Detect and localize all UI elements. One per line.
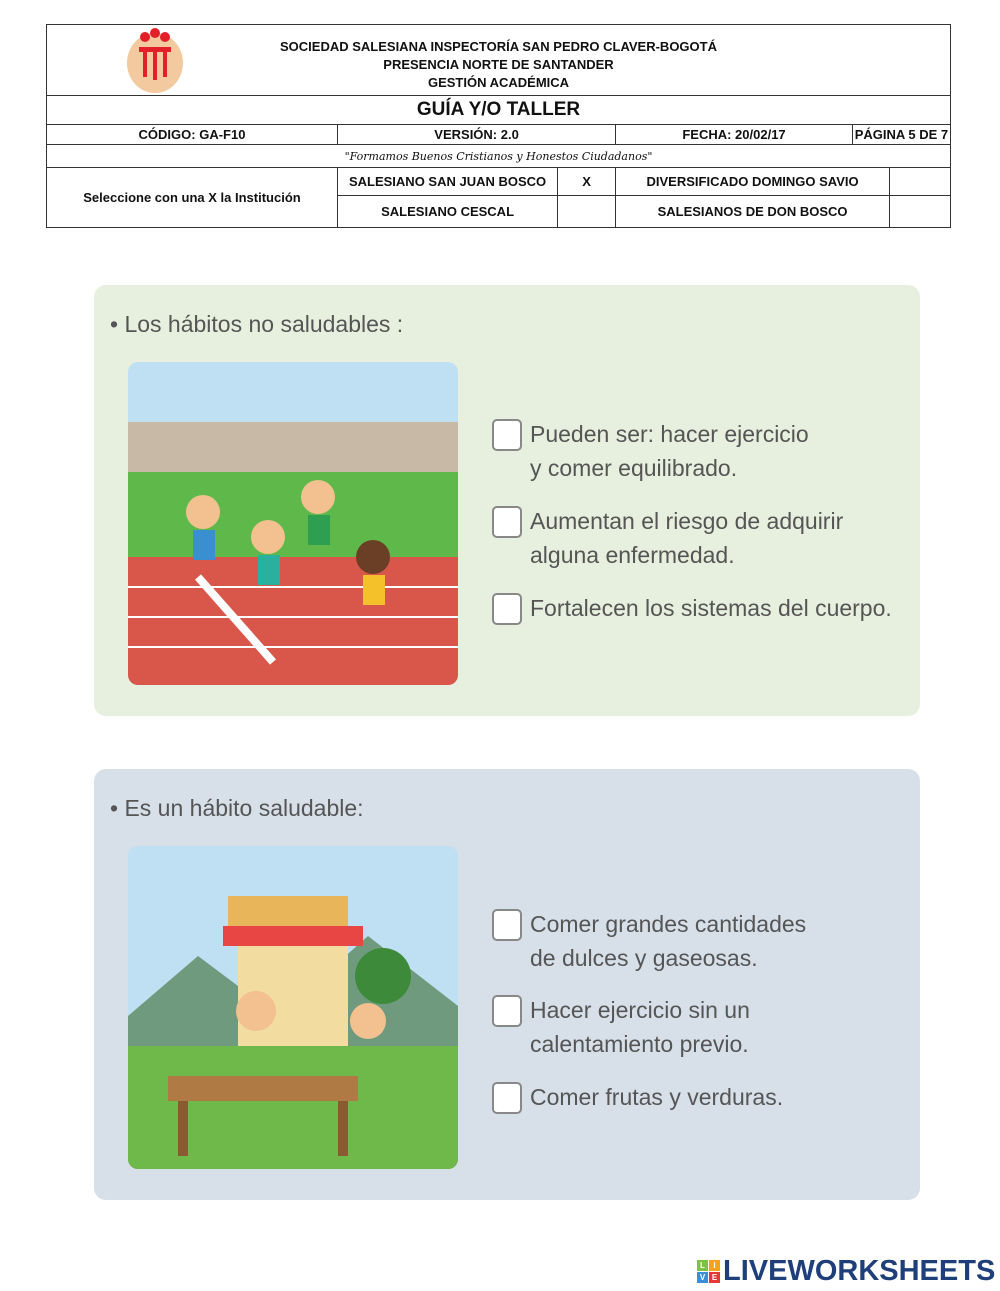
- checkbox[interactable]: [492, 1082, 522, 1114]
- motto: "Formamos Buenos Cristianos y Honestos Ciudadanos": [47, 145, 951, 168]
- checkbox[interactable]: [492, 419, 522, 451]
- institution-mark[interactable]: [890, 196, 951, 228]
- answer-option[interactable]: Hacer ejercicio sin un calentamiento previo.: [492, 993, 750, 1061]
- liveworksheets-logo: [697, 1255, 995, 1288]
- institution-name: SALESIANOS DE DON BOSCO: [616, 196, 890, 228]
- institution-mark[interactable]: X: [558, 168, 616, 196]
- brand-name: LIVEWORKSHEETS: [723, 1255, 996, 1287]
- institution-mark[interactable]: [890, 168, 951, 196]
- institution-mark[interactable]: [558, 196, 616, 228]
- version: VERSIÓN: 2.0: [338, 125, 616, 145]
- presence: PRESENCIA NORTE DE SANTANDER: [383, 56, 614, 72]
- question-title: • Los hábitos no saludables :: [110, 311, 404, 337]
- question-panel-1: [94, 285, 920, 716]
- children-running-illustration: [128, 362, 458, 685]
- page-number: PÁGINA 5 DE 7: [852, 125, 950, 145]
- code: CÓDIGO: GA-F10: [47, 125, 338, 145]
- answer-option[interactable]: Comer frutas y verduras.: [492, 1080, 783, 1114]
- answer-option[interactable]: Comer grandes cantidades de dulces y gaseosas.: [492, 907, 806, 975]
- area: GESTIÓN ACADÉMICA: [427, 74, 570, 90]
- checkbox[interactable]: [492, 506, 522, 538]
- doc-type: GUÍA Y/O TALLER: [47, 96, 951, 125]
- live-icon: L I V E: [697, 1260, 720, 1283]
- checkbox[interactable]: [492, 909, 522, 941]
- header-table: [46, 24, 951, 228]
- org-name: SOCIEDAD SALESIANA INSPECTORÍA SAN PEDRO CLAVER-BOGOTÁ: [280, 38, 717, 54]
- select-label: Seleccione con una X la Institución: [47, 168, 338, 228]
- question-panel-2: [94, 769, 920, 1200]
- institution-name: DIVERSIFICADO DOMINGO SAVIO: [616, 168, 890, 196]
- candy-stand-illustration: [128, 846, 458, 1169]
- question-title: • Es un hábito saludable:: [110, 795, 364, 821]
- checkbox[interactable]: [492, 593, 522, 625]
- checkbox[interactable]: [492, 995, 522, 1027]
- salesian-logo-icon: [125, 27, 185, 95]
- answer-option[interactable]: Fortalecen los sistemas del cuerpo.: [492, 591, 892, 625]
- institution-name: SALESIANO CESCAL: [338, 196, 558, 228]
- institution-name: SALESIANO SAN JUAN BOSCO: [338, 168, 558, 196]
- date: FECHA: 20/02/17: [616, 125, 853, 145]
- answer-option[interactable]: Aumentan el riesgo de adquirir alguna enfermedad.: [492, 504, 843, 572]
- answer-option[interactable]: Pueden ser: hacer ejercicio y comer equilibrado.: [492, 417, 809, 485]
